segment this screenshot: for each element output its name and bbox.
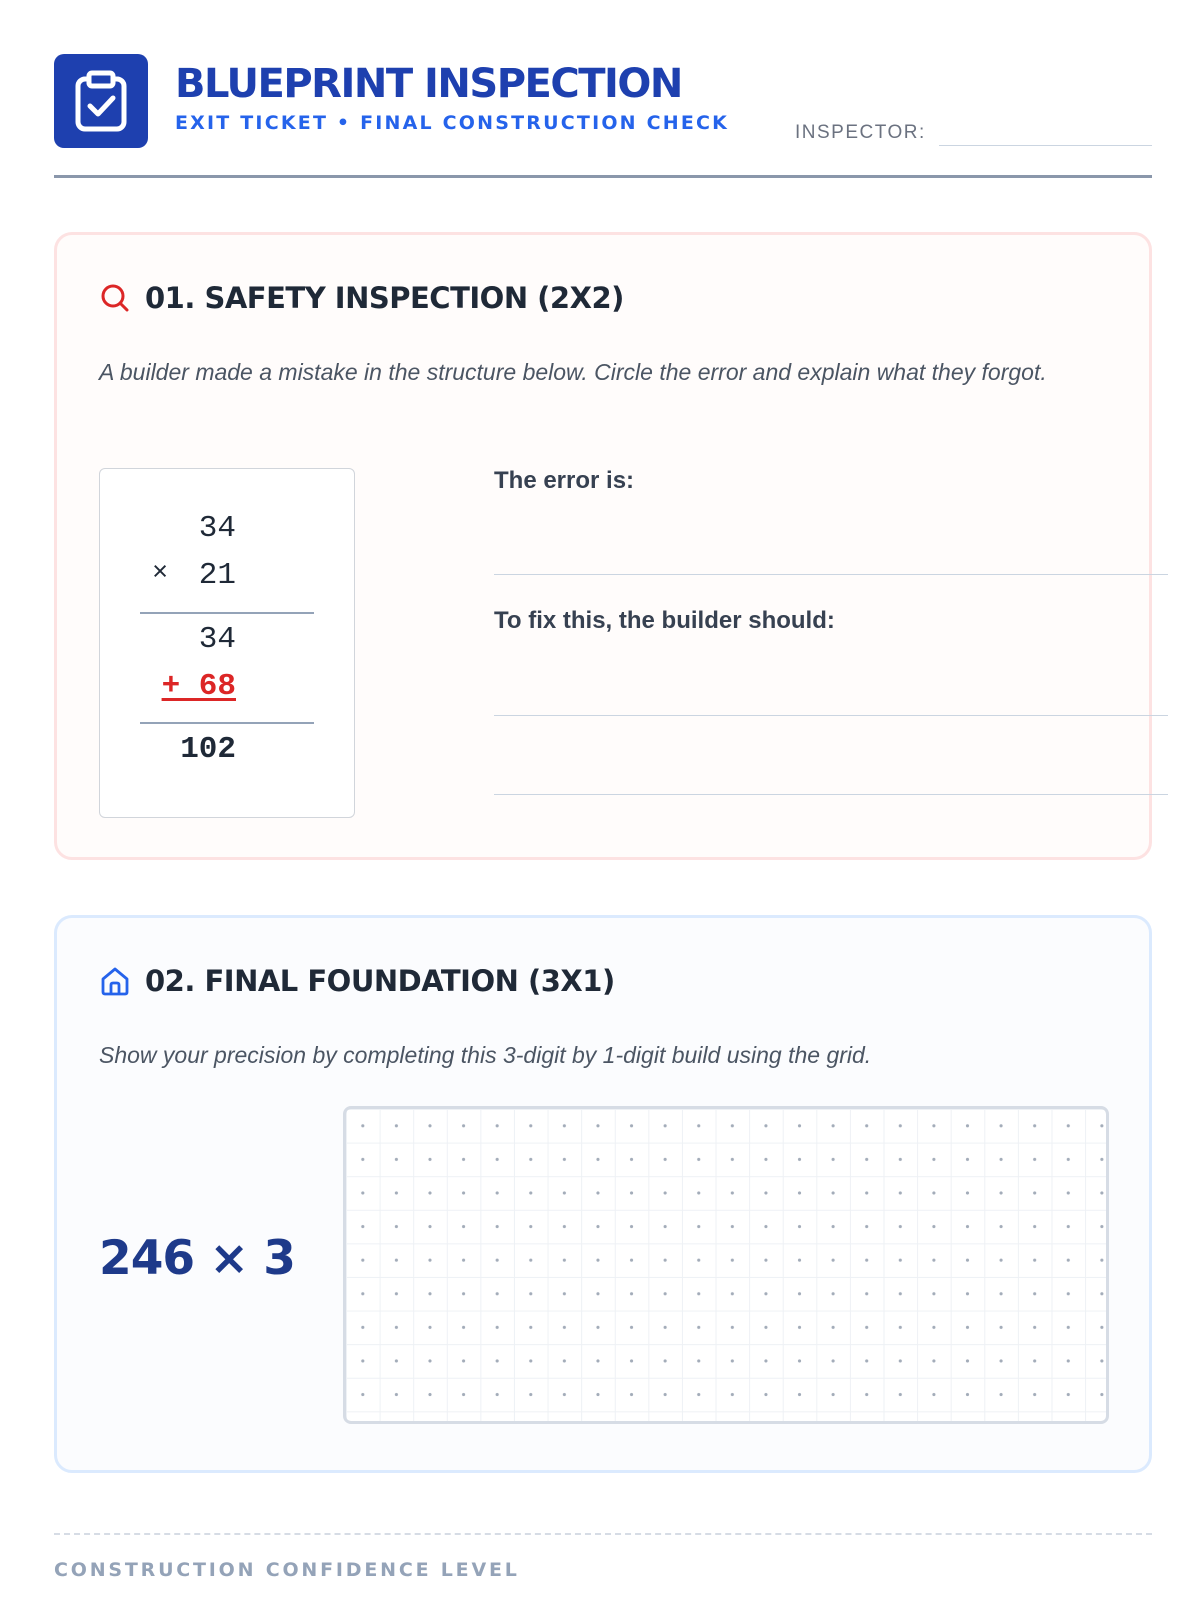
section-description: Show your precision by completing this 3-digit by 1-digit build using the grid.	[99, 1042, 872, 1068]
clipboard-check-icon	[72, 70, 130, 132]
footer-divider	[54, 1533, 1152, 1535]
fix-answer-line[interactable]	[494, 715, 1168, 716]
logo	[54, 54, 148, 148]
section-title-text: 02. FINAL FOUNDATION (3X1)	[145, 964, 615, 998]
partial-product-1: 34	[198, 622, 236, 657]
work-grid[interactable]	[343, 1106, 1109, 1424]
page-title: BLUEPRINT INSPECTION	[175, 61, 682, 107]
error-answer-line[interactable]	[494, 574, 1168, 575]
page-subtitle: EXIT TICKET • FINAL CONSTRUCTION CHECK	[175, 112, 730, 134]
section-title-text: 01. SAFETY INSPECTION (2X2)	[145, 281, 624, 315]
fix-answer-line[interactable]	[494, 794, 1168, 795]
final-product: 102	[180, 732, 236, 767]
partial-product-2-error[interactable]: + 68	[161, 669, 236, 704]
final-foundation-card	[54, 915, 1152, 1473]
multiplier: 21	[198, 558, 236, 593]
section-title	[99, 281, 624, 315]
section-title	[99, 964, 615, 998]
problem-expression: 246 × 3	[99, 1231, 295, 1286]
search-icon	[99, 282, 131, 314]
home-icon	[99, 965, 131, 997]
inspector-label: INSPECTOR:	[795, 122, 926, 143]
multiplicand: 34	[198, 511, 236, 546]
divider	[140, 612, 314, 614]
confidence-level-label: CONSTRUCTION CONFIDENCE LEVEL	[54, 1559, 520, 1581]
inspector-name-field[interactable]	[939, 145, 1152, 146]
safety-inspection-card	[54, 232, 1152, 860]
multiply-operator: ×	[152, 559, 169, 589]
error-label: The error is:	[494, 467, 635, 494]
fix-label: To fix this, the builder should:	[494, 607, 835, 634]
worksheet-header	[54, 54, 1152, 178]
multiplication-problem[interactable]	[99, 468, 355, 818]
section-description: A builder made a mistake in the structure below. Circle the error and explain what they forgot.	[99, 359, 1047, 385]
divider	[140, 722, 314, 724]
